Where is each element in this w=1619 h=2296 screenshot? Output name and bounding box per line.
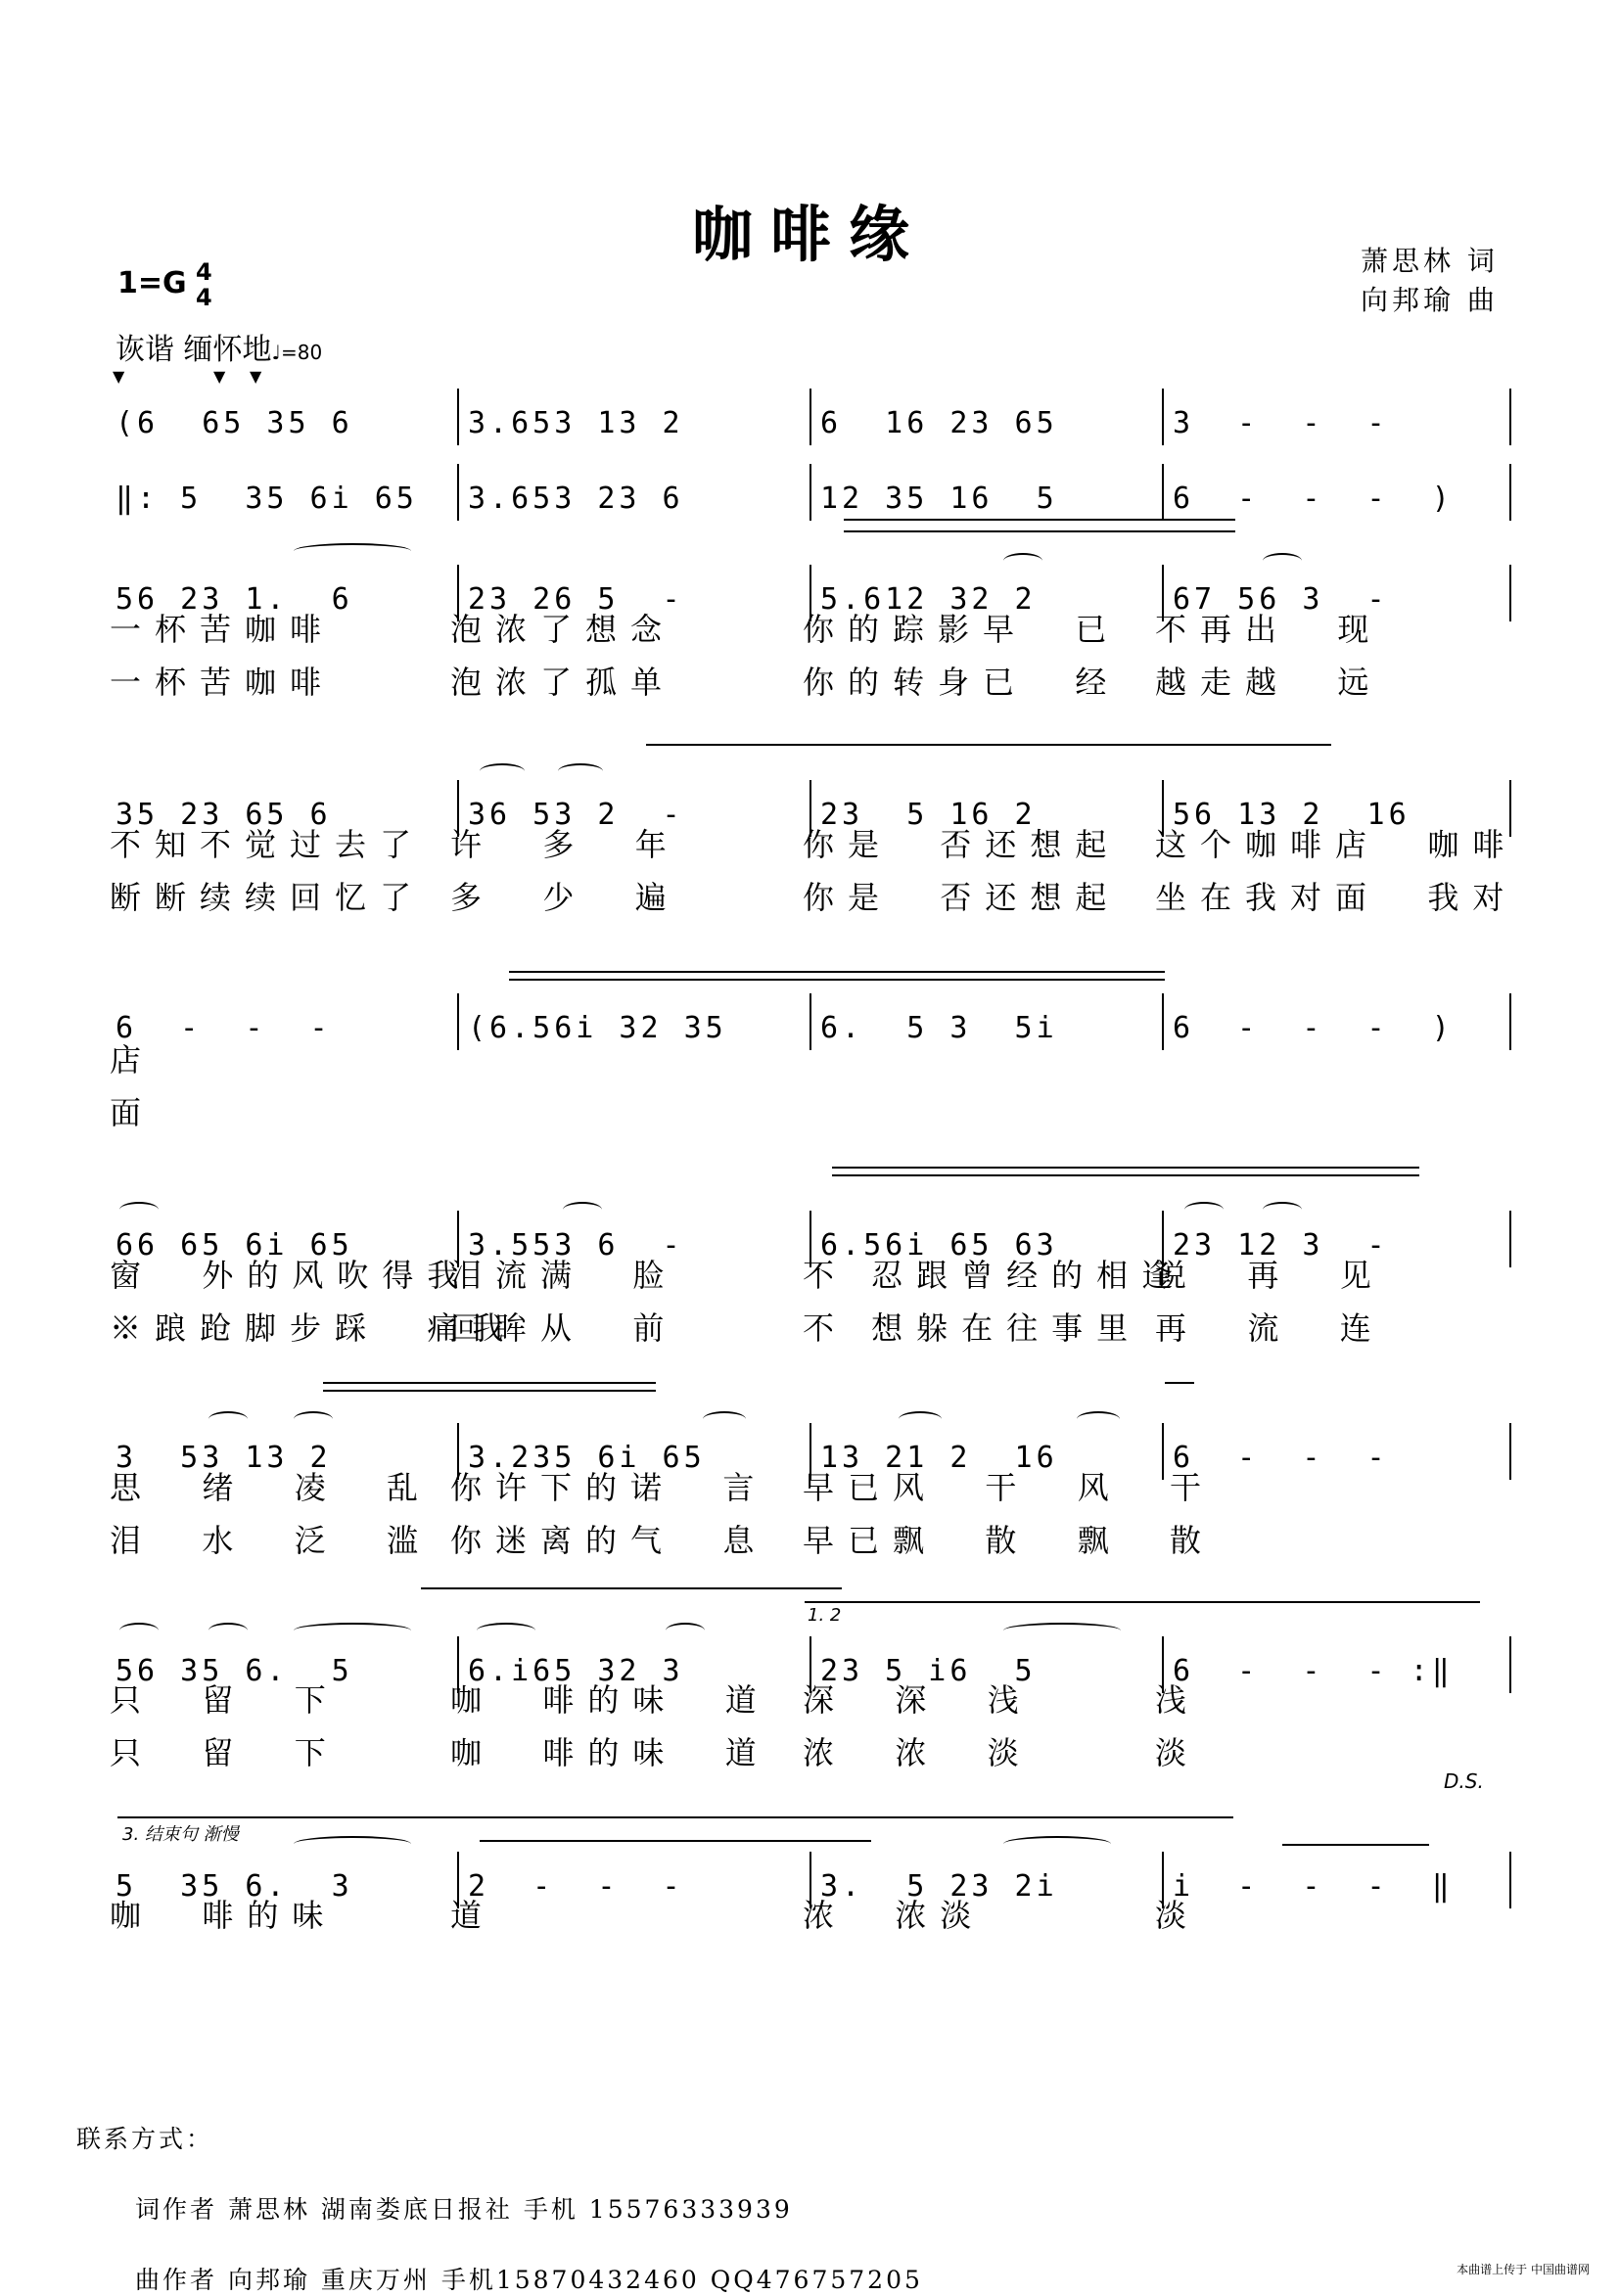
- lyric-segment: 泪流满 脸: [450, 1257, 678, 1294]
- bar-line: [1509, 464, 1511, 521]
- lyric-segment: 店: [110, 1041, 156, 1079]
- lyric-segment: 面: [110, 1094, 156, 1131]
- phrase-line: [812, 1587, 842, 1589]
- bar-line: [1162, 993, 1164, 1050]
- tempo-mark: ♩=80: [271, 341, 323, 364]
- lyric-segment: 不知不觉过去了: [110, 826, 426, 863]
- lyric-segment: 道: [450, 1897, 496, 1934]
- bar-line: [457, 993, 459, 1050]
- measure: 6.56i 65 63: [820, 1228, 1058, 1263]
- slur-arc: [1263, 1202, 1302, 1217]
- lyric-segment: 泪 水 泛 滥: [110, 1522, 433, 1559]
- measure: 3 53 13 2: [116, 1441, 332, 1475]
- lyric-segment: 你迷离的气 息: [450, 1522, 768, 1559]
- bar-line: [457, 464, 459, 521]
- bar-line: [1509, 1852, 1511, 1908]
- volta-1-2: 1. 2: [808, 1605, 842, 1626]
- measure: ‖: 5 35 6i 65: [116, 482, 418, 516]
- lyric-segment: 这个咖啡店 咖啡: [1155, 826, 1518, 863]
- lyric-segment: 说 再 见: [1155, 1257, 1385, 1294]
- bar-line: [1162, 464, 1164, 521]
- slur-arc: [1003, 1623, 1121, 1638]
- composer-credit: 向邦瑜 曲: [1361, 284, 1499, 316]
- footer-watermark: 本曲谱上传于 中国曲谱网: [1457, 2263, 1590, 2276]
- measure: 6 - - -: [1173, 1441, 1389, 1475]
- measure: 56 13 2 16: [1173, 798, 1411, 832]
- measure: 66 65 6i 65: [116, 1228, 353, 1263]
- measure: 3.235 6i 65: [468, 1441, 706, 1475]
- lyric-segment: 不 想躲在往事里: [803, 1309, 1142, 1347]
- measure: 5.612 32 2: [820, 582, 1037, 617]
- measure: 23 26 5 -: [468, 582, 684, 617]
- slur-arc: [1077, 1411, 1120, 1427]
- measure: (6 65 35 6: [116, 406, 353, 440]
- volta-1-2-bracket: [805, 1601, 1480, 1603]
- bar-line: [1509, 389, 1511, 445]
- lyric-segment: 泡浓了想念: [450, 611, 676, 648]
- phrase-line: [646, 744, 1331, 746]
- phrase-line: [844, 530, 1235, 532]
- lyric-segment: 浓 浓淡: [803, 1897, 986, 1934]
- expression-text: 诙谐 缅怀地: [116, 333, 272, 367]
- phrase-line: [509, 979, 1165, 981]
- slur-arc: [1003, 553, 1042, 569]
- measure: 6. 5 3 5i: [820, 1011, 1058, 1045]
- measure: 36 53 2 -: [468, 798, 684, 832]
- measure: 3.653 13 2: [468, 406, 684, 440]
- bar-line: [1162, 389, 1164, 445]
- lyric-segment: 坐在我对面 我对: [1155, 879, 1518, 916]
- lyric-segment: 断断续续回忆了: [110, 879, 426, 916]
- slur-arc: [294, 1623, 411, 1638]
- bar-line: [1509, 1211, 1511, 1267]
- lyric-segment: 浅: [1155, 1681, 1201, 1719]
- measure: 23 5 i6 5: [820, 1654, 1037, 1688]
- accent-marks: ▼: [113, 367, 125, 386]
- lyric-segment: 你的踪影早 已: [803, 611, 1121, 648]
- measure: 3.653 23 6: [468, 482, 684, 516]
- phrase-line: [832, 1167, 1419, 1169]
- phrase-line: [1282, 1844, 1429, 1846]
- lyric-segment: 思 绪 凌 乱: [110, 1469, 433, 1506]
- lyric-segment: 你是 否还想起: [803, 826, 1121, 863]
- slur-arc: [558, 763, 603, 779]
- time-bottom: 4: [196, 284, 212, 311]
- slur-arc: [294, 1411, 333, 1427]
- lyric-segment: 回眸从 前: [450, 1309, 678, 1347]
- lyric-segment: 浓 浓 淡: [803, 1734, 1033, 1771]
- slur-arc: [899, 1411, 942, 1427]
- slur-arc: [119, 1623, 159, 1638]
- contact-lyricist: 词作者 萧思林 湖南娄底日报社 手机 15576333939: [135, 2195, 793, 2224]
- slur-arc: [208, 1411, 248, 1427]
- slur-arc: [294, 1836, 411, 1852]
- measure: i - - - ‖: [1173, 1869, 1454, 1904]
- phrase-line: [323, 1382, 656, 1384]
- slur-arc: [480, 763, 525, 779]
- ds-mark: D.S.: [1444, 1769, 1484, 1793]
- phrase-line: [323, 1390, 656, 1392]
- accent-marks: ▼: [250, 367, 262, 386]
- measure: 13 21 2 16: [820, 1441, 1058, 1475]
- lyric-segment: 你的转身已 经: [803, 664, 1121, 701]
- measure: 6.i65 32 3: [468, 1654, 684, 1688]
- phrase-line: [480, 1840, 871, 1842]
- slur-arc: [208, 1623, 248, 1638]
- bar-line: [1509, 1423, 1511, 1480]
- lyric-segment: 不 忍跟曾经的相逢: [803, 1257, 1187, 1294]
- lyric-segment: 咖 啡的味: [110, 1897, 338, 1934]
- phrase-line: [421, 1587, 812, 1589]
- phrase-line: [844, 519, 1235, 521]
- phrase-line: [509, 971, 1165, 973]
- lyric-segment: 越走越 远: [1155, 664, 1383, 701]
- lyric-segment: 咖 啡的味 道: [450, 1681, 770, 1719]
- lyric-segment: 一杯苦咖啡: [110, 611, 336, 648]
- measure: 3.553 6 -: [468, 1228, 684, 1263]
- bar-line: [810, 464, 811, 521]
- page-title: 咖啡缘: [691, 199, 927, 270]
- phrase-line: [832, 1174, 1419, 1176]
- lyric-segment: 淡: [1155, 1897, 1201, 1934]
- notation-row: [110, 396, 1519, 451]
- lyric-segment: 咖 啡的味 道: [450, 1734, 770, 1771]
- bar-line: [457, 389, 459, 445]
- lyric-segment: 你许下的诺 言: [450, 1469, 768, 1506]
- lyric-segment: 泡浓了孤单: [450, 664, 676, 701]
- bar-line: [810, 389, 811, 445]
- slur-arc: [666, 1623, 705, 1638]
- notation-row: [110, 1001, 1519, 1056]
- time-top: 4: [196, 258, 212, 286]
- phrase-line: [1165, 1382, 1194, 1384]
- contact-composer: 曲作者 向邦瑜 重庆万州 手机15870432460 QQ476757205: [135, 2266, 923, 2294]
- measure: 23 5 16 2: [820, 798, 1037, 832]
- measure: 56 35 6. 5: [116, 1654, 353, 1688]
- bar-line: [810, 993, 811, 1050]
- volta-3-bracket: [117, 1816, 1233, 1818]
- lyric-segment: 淡: [1155, 1734, 1201, 1771]
- measure: 3. 5 23 2i: [820, 1869, 1058, 1904]
- measure: 56 23 1. 6: [116, 582, 353, 617]
- measure: 67 56 3 -: [1173, 582, 1389, 617]
- measure: 2 - - -: [468, 1869, 684, 1904]
- lyric-segment: 只 留 下: [110, 1734, 340, 1771]
- lyric-segment: 窗 外的风吹得我: [110, 1257, 473, 1294]
- bar-line: [1509, 565, 1511, 621]
- lyric-segment: 只 留 下: [110, 1681, 340, 1719]
- accent-marks: ▼: [213, 367, 226, 386]
- measure: 23 12 3 -: [1173, 1228, 1389, 1263]
- lyric-segment: 许 多 年: [450, 826, 680, 863]
- lyric-segment: 多 少 遍: [450, 879, 680, 916]
- key-signature: 1=G: [117, 266, 187, 300]
- lyric-segment: 深 深 浅: [803, 1681, 1033, 1719]
- slur-arc: [563, 1202, 602, 1217]
- measure: 6 - - - :‖: [1173, 1654, 1454, 1688]
- tempo-text: [116, 325, 322, 368]
- measure: (6.56i 32 35: [468, 1011, 727, 1045]
- slur-arc: [1263, 553, 1302, 569]
- lyric-segment: 再 流 连: [1155, 1309, 1385, 1347]
- notation-row: [110, 472, 1519, 527]
- lyric-segment: 早已飘 散 飘 散: [803, 1522, 1216, 1559]
- measure: 6 - - - ): [1173, 482, 1454, 516]
- slur-arc: [477, 1623, 535, 1638]
- volta-3: 3. 结束句 渐慢: [122, 1824, 239, 1845]
- lyric-segment: 早已风 干 风 干: [803, 1469, 1216, 1506]
- slur-arc: [119, 1202, 159, 1217]
- bar-line: [1509, 1636, 1511, 1693]
- measure: 6 - - -: [116, 1011, 332, 1045]
- lyric-segment: 一杯苦咖啡: [110, 664, 336, 701]
- measure: 6 - - - ): [1173, 1011, 1454, 1045]
- slur-arc: [703, 1411, 746, 1427]
- slur-arc: [294, 543, 411, 559]
- lyricist-credit: 萧思林 词: [1361, 245, 1499, 277]
- slur-arc: [1184, 1202, 1224, 1217]
- bar-line: [1509, 993, 1511, 1050]
- measure: 5 35 6. 3: [116, 1869, 353, 1904]
- measure: 3 - - -: [1173, 406, 1389, 440]
- lyric-segment: 不再出 现: [1155, 611, 1383, 648]
- measure: 6 16 23 65: [820, 406, 1058, 440]
- time-signature: [196, 259, 212, 310]
- measure: 35 23 65 6: [116, 798, 332, 832]
- slur-arc: [1003, 1836, 1111, 1852]
- contact-heading: 联系方式：: [76, 2125, 214, 2153]
- lyric-segment: ※踉跄脚步踩 痛我: [110, 1309, 518, 1347]
- measure: 12 35 16 5: [820, 482, 1058, 516]
- lyric-segment: 你是 否还想起: [803, 879, 1121, 916]
